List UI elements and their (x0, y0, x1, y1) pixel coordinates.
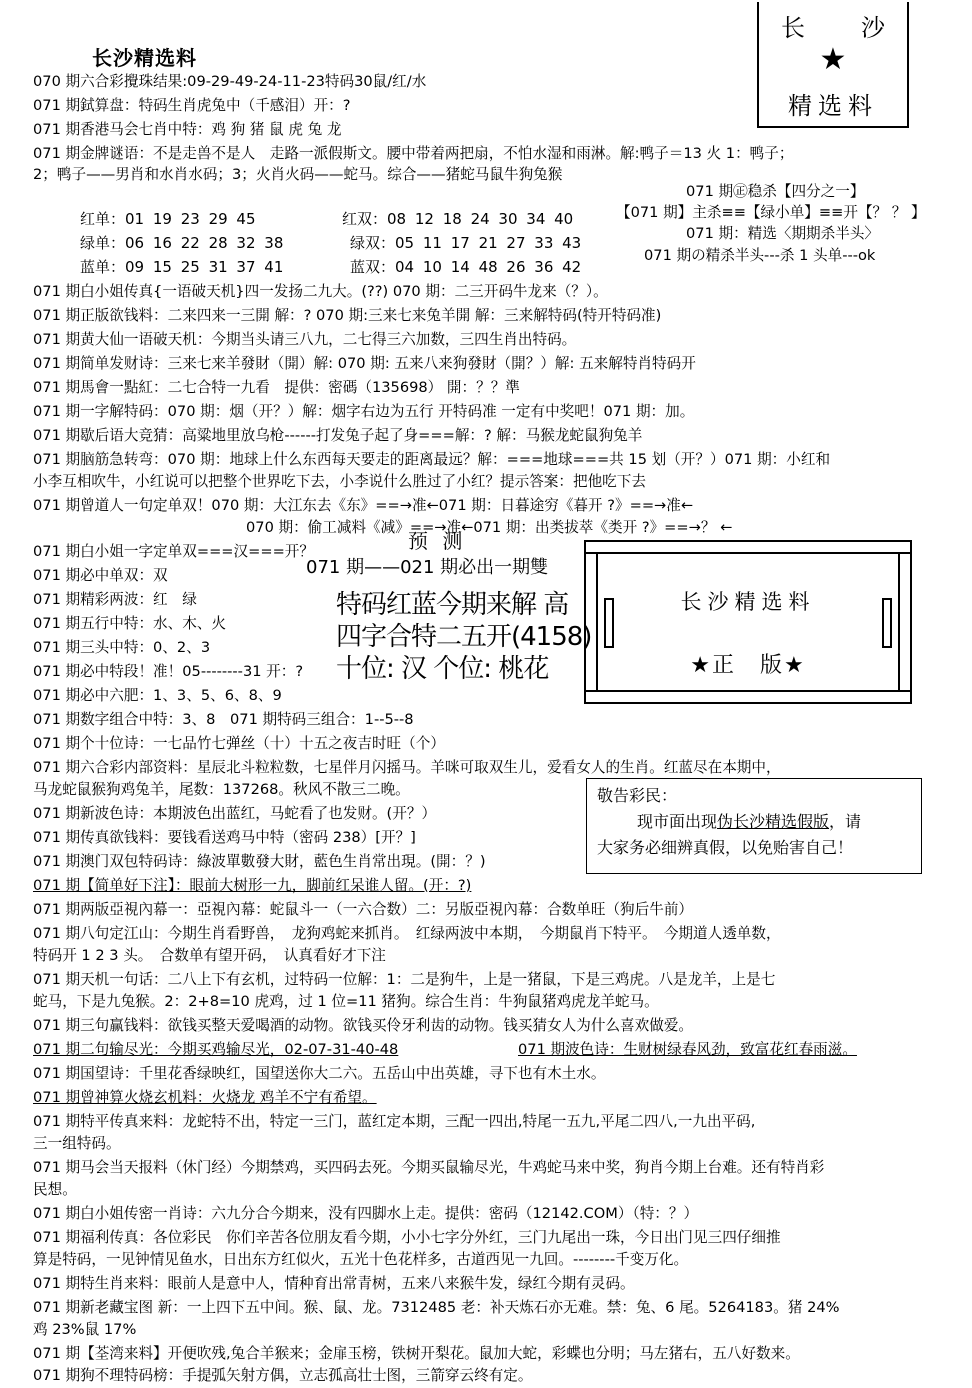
text-line: 鸡 23%鼠 17% (33, 1321, 137, 1338)
blue-double-numbers: 蓝双：04 10 14 48 26 36 42 (350, 258, 582, 276)
green-single-numbers: 绿单：06 16 22 28 32 38 (80, 234, 284, 252)
text-line: 071 期脑筋急转弯：070 期：地球上什么东西每天要走的距离最远？解：===地球===共 15 划（开？）071 期：小红和 (33, 451, 831, 468)
text-line: 071 期两版亞視內幕一：亞視內幕：蛇鼠斗一（一六合数）二：另版亞視內幕：合数单旺（狗后牛前） (33, 901, 694, 918)
frame-title: 长沙精选料 (680, 590, 816, 614)
blue-single-numbers: 蓝单：09 15 25 31 37 41 (80, 258, 284, 276)
green-double-numbers: 绿双：05 11 17 21 27 33 43 (350, 234, 582, 252)
text-line: 民想。 (33, 1181, 77, 1198)
corner-subtitle: 精选料 (788, 92, 878, 120)
text-line: 071 期三头中特：0、2、3 (33, 639, 211, 656)
text-line: 071 期八句定江山：今期生肖看野兽， 龙狗鸡蛇来抓肖。 红绿两波中本期， 今期鼠肖下特平。 今期道人透单数， (33, 925, 781, 942)
notice-line: 大家务必细辨真假，以免贻害自己！ (597, 838, 854, 857)
text-line: 071 期黄大仙一语破天机：今期当头请三八九，二七得三六加数，三四生肖出特码。 (33, 331, 577, 348)
right-text-line: 071 期の精杀半头---杀 1 头单---ok (644, 247, 876, 264)
corner-logo-box (757, 2, 909, 128)
text-line: 071 期五行中特：水、木、火 (33, 615, 227, 632)
notice-text: 现市面出现 (637, 812, 718, 831)
text-line: 071 期歇后语大竞猜：高粱地里放乌枪------打发兔子起了身===解：? 解：马猴龙蛇鼠狗兔羊 (33, 427, 643, 444)
frame-top-rail (584, 540, 912, 554)
notice-heading: 敬告彩民： (597, 786, 678, 805)
text-line: 蛇马，下是九兔猴。2：2+8=10 虎鸡，过 1 位=11 猪狗。综合生肖：牛狗鼠猪鸡虎龙羊蛇马。 (33, 993, 659, 1010)
frame-bottom-rail (584, 690, 912, 704)
text-line: 071 期正版欲钱料：二来四来一三開 解：? 070 期:三来七来兔羊開 解：三来解特码(特开特码准) (33, 307, 662, 324)
notice-text: ，请 (829, 812, 862, 831)
text-line: 071 期新老藏宝图 新：一上四下五中间。猴、鼠、龙。7312485 老：补天炼石亦无难。禁：兔、6 尾。5264183。猪 24% (33, 1299, 840, 1316)
text-line: 小李互相吹牛，小红说可以把整个世界吃下去，小李说什么胜过了小红？提示答案：把他吃下去 (33, 473, 646, 490)
text-line: 071 期白小姐传真{一语破天机}四一发扬二九大。(??) 070 期：二三开码牛龙来（？）。 (33, 283, 608, 300)
right-text-line: 071 期：精选〈期期杀半头〉 (686, 225, 880, 242)
text-line: 马龙蛇鼠猴狗鸡兔羊，尾数：137268。秋风不散三二晚。 (33, 781, 410, 798)
forecast-subtitle: 071 期——021 期必出一期雙 (306, 557, 549, 578)
text-line: 071 期曾神算火烧玄机料：火烧龙 鸡羊不宁有希望。 (33, 1089, 377, 1106)
text-line: 071 期澳门双包特码诗：綠波單數發大財，藍色生肖常出現。(開：？) (33, 853, 486, 870)
forecast-line: 十位: 汉 个位: 桃花 (336, 654, 549, 684)
text-line: 071 期一字解特码：070 期：烟（开？）解：烟字右边为五行 开特码准 一定有中奖吧！071 期：加。 (33, 403, 695, 420)
text-line: 071 期传真欲钱料：要钱看送鸡马中特（密码 238）[开？] (33, 829, 416, 846)
text-line: 071 期简单发财诗：三来七来羊發財（開）解: 070 期: 五来八来狗發財（開？）解: 五来解特肖特码开 (33, 355, 696, 372)
text-line: 070 期六合彩攪珠结果:09-29-49-24-11-23特码30鼠/红/水 (33, 73, 427, 90)
text-line: 071 期特平传真来料：龙蛇特不出，特定一三门，蓝红定本期，三配一四出,特尾一五九,平尾二四八,一九出平码, (33, 1113, 756, 1130)
frame-subtitle: ★正 版★ (690, 653, 806, 678)
text-line: 071 期鉽算盘：特码生肖虎兔中（千感泪）开：? (33, 97, 351, 114)
text-line: 071 期白小姐传密一肖诗：六九分合今期来，没有四脚水上走。提供：密码（12142.COM）（特：？） (33, 1205, 699, 1222)
text-line: 071 期曾道人一句定单双！070 期：大江东去《东》==→准←071 期：日暮途穷《暮开 ?》==→准← (33, 497, 694, 514)
text-line: 算是特码，一见钟情见鱼水，日出东方红似火，五光十色花样多，古道西见一九回。--------千变万化。 (33, 1251, 689, 1268)
text-line: 071 期狗不理特码榜：手提弧矢射方偶，立志孤高壮士图，三箭穿云终有定。 (33, 1367, 533, 1384)
brand-frame (584, 540, 912, 704)
text-line: 071 期个十位诗：一七品竹七弹丝（十）十五之夜吉时旺（个） (33, 735, 445, 752)
page-title: 长沙精选料 (92, 46, 197, 70)
forecast-line: 四字合特二五开(4158) (336, 622, 592, 652)
text-line: 2；鸭子——男肖和水肖水码；3；火肖火码——蛇马。综合——猪蛇马鼠牛狗兔猴 (33, 166, 563, 183)
text-line: 071 期必中六肥：1、3、5、6、8、9 (33, 687, 282, 704)
text-line: 071 期必中特段！准！05--------31 开：? (33, 663, 304, 680)
red-single-numbers: 红单：01 19 23 29 45 (80, 210, 256, 228)
text-line-indented: 070 期：偷工减料《减》==→准←071 期：出类拔萃《类开 ?》==→？ ← (246, 519, 733, 536)
frame-inner (598, 554, 898, 690)
text-line: 071 期精彩两波：红 绿 (33, 591, 197, 608)
text-line: 071 期数字组合中特：3、8 071 期特码三组合：1--5--8 (33, 711, 414, 728)
corner-char-2: 沙 (861, 14, 885, 42)
text-line: 071 期白小姐一字定单双===汉===开？ (33, 543, 314, 560)
text-line: 071 期特生肖来料：眼前人是意中人，情种育出常青树，五来八来猴牛发，绿红今期有灵码。 (33, 1275, 635, 1292)
text-line: 071 期马会当天报料（休门经）今期禁鸡，买四码去死。今期买鼠输尽光，牛鸡蛇马来中奖，狗肖今期上台难。还有特肖彩 (33, 1159, 825, 1176)
notice-highlight: 伪长沙精选假版 (717, 812, 830, 831)
text-line: 特码开 1 2 3 头。 合数单有望开码， 认真看好才下注 (33, 947, 386, 964)
notice-line (597, 809, 911, 835)
text-line: 三一组特码。 (33, 1135, 121, 1152)
right-text-line: 071 期㊣稳杀【四分之一】 (686, 183, 865, 200)
right-text-line: 【071 期】主杀≡≡【绿小单】≡≡开【？ ？ 】 (616, 204, 926, 221)
frame-right-rail (898, 554, 912, 690)
text-line: 071 期波色诗：生财树绿春风劲，致富花红春雨滋。 (518, 1041, 857, 1058)
text-line: 071 期香港马会七肖中特：鸡 狗 猪 鼠 虎 兔 龙 (33, 121, 342, 138)
notice-box (586, 778, 922, 874)
text-line: 071 期三句赢钱料：欲钱买整天爱喝酒的动物。欲钱买伶牙利齿的动物。钱买猜女人为什么喜欢做爱。 (33, 1017, 694, 1034)
text-line: 071 期新波色诗：本期波色出蓝红，马蛇看了也发财。(开？） (33, 805, 437, 822)
frame-left-rail (584, 554, 598, 690)
text-line: 071 期【荃湾来料】开便吹残,兔合羊猴来；金扉玉榜，铁树开梨花。鼠加大蛇，彩蝶也分明；马左猪右，五八好数来。 (33, 1345, 800, 1362)
text-line: 071 期馬會一點紅：二七合特一九看 提供：密碼（135698） 開：？？準 (33, 379, 520, 396)
text-line: 071 期金牌谜语：不是走兽不是人 走路一派假斯文。腰中带着两把扇，不怕水湿和雨淋。解:鸭子＝13 火 1：鸭子； (33, 145, 794, 162)
text-line: 071 期必中单双：双 (33, 567, 168, 584)
star-icon: ★ (819, 42, 847, 77)
forecast-title: 预 测 (408, 529, 467, 553)
text-line: 071 期国望诗：千里花香绿映红，国望送你大二六。五岳山中出英雄，寻下也有木土水。 (33, 1065, 606, 1082)
text-line: 071 期【简单好下注】：眼前大树形一九，脚前红呆谁人留。(开：?) (33, 877, 472, 894)
text-line: 071 期天机一句话：二八上下有玄机，过特码一位解：1：二是狗牛，上是一猪鼠，下是三鸡虎。八是龙羊，上是七 (33, 971, 776, 988)
forecast-line: 特码红蓝今期来解 高 (336, 590, 569, 620)
red-double-numbers: 红双：08 12 18 24 30 34 40 (342, 210, 574, 228)
text-line: 071 期福利传真：各位彩民 你们辛苦各位朋友看今期，小小七字分外红，三门九尾出一珠，今日出门见三四仔细推 (33, 1229, 781, 1246)
text-line: 071 期二句输尽光：今期买鸡输尽光，02-07-31-40-48 (33, 1041, 399, 1058)
text-line: 071 期六合彩内部资料：星辰北斗粒粒数，七星伴月闪摇马。羊咪可取双生儿，爱看女人的生肖。红蓝尽在本期中， (33, 759, 781, 776)
corner-char-1: 长 (781, 14, 805, 42)
